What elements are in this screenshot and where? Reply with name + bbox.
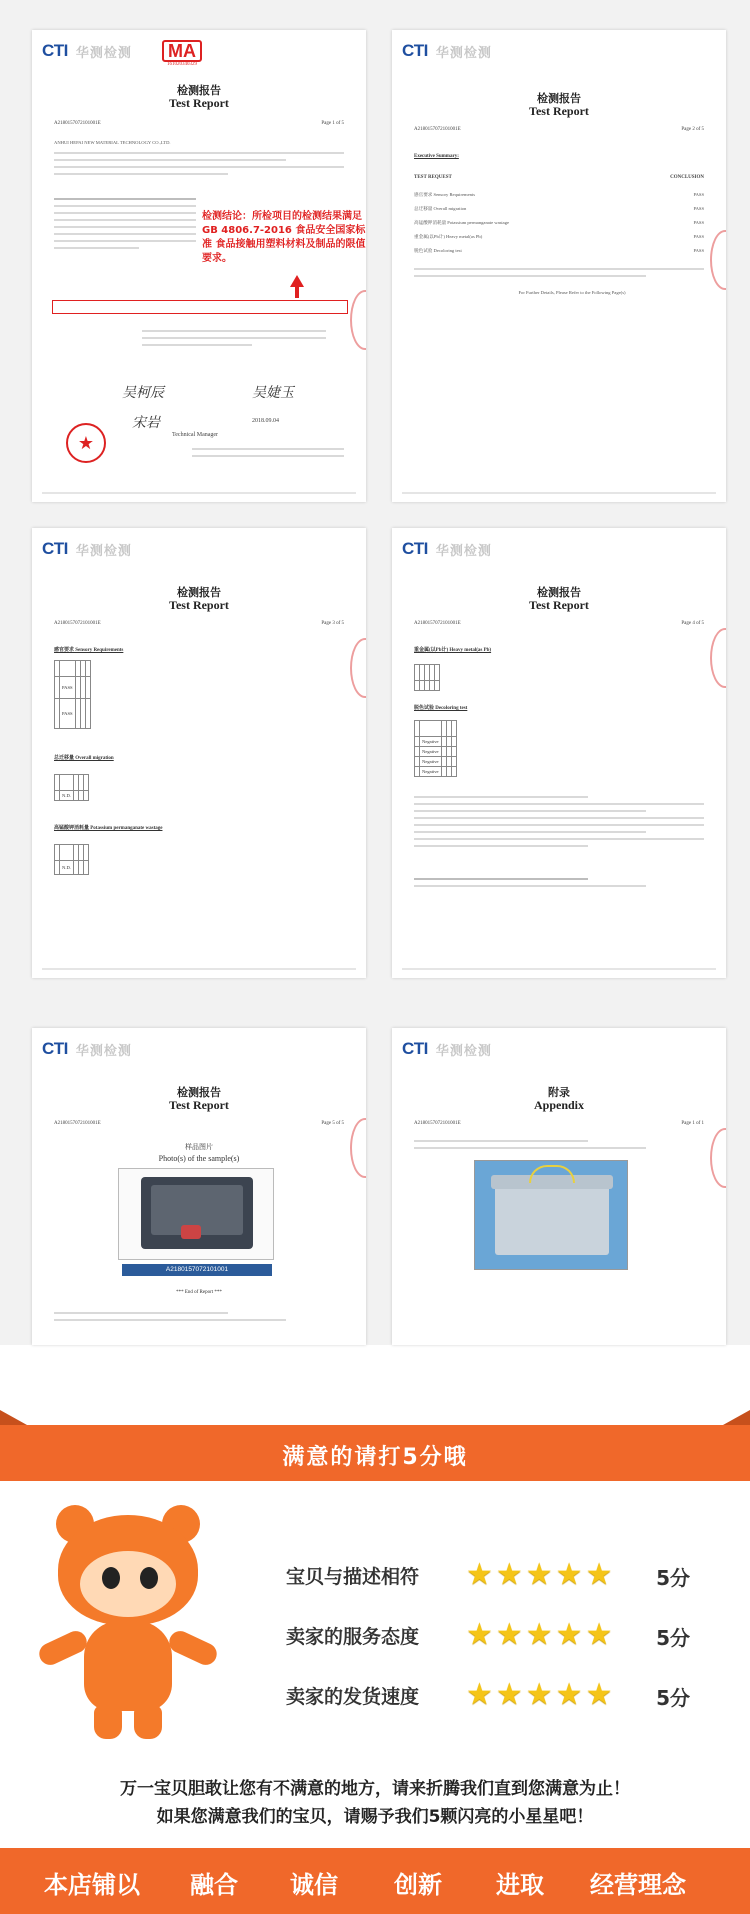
cti-logo-cn: 华测检测 (75, 1043, 132, 1059)
page-number: Page 4 of 5 (681, 621, 704, 626)
result-cell: PASS (60, 699, 76, 729)
summary-item-1: 感官要求 Sensory Requirements (414, 192, 475, 197)
sample-photo (118, 1168, 274, 1260)
report-number: A2180157072101001E (414, 621, 461, 626)
end-of-report: *** End of Report *** (176, 1290, 222, 1295)
page-title-en: Test Report (529, 598, 589, 612)
seam-stamp (350, 1118, 366, 1178)
appendix-title-cn: 附录 (548, 1086, 570, 1099)
seam-stamp (710, 1128, 726, 1188)
star-rating-icon: ★★★★★ (466, 1617, 616, 1652)
section-overall-migration: 总迁移量 Overall migration (54, 756, 114, 761)
conclusion-annotation: 检测结论：所检项目的检测结果满足GB 4806.7-2016 食品安全国家标准 食品接触用塑料材料及制品的限值要求。 (202, 211, 366, 264)
sample-id-label: A2180157072101001 (122, 1264, 272, 1276)
sample-details (54, 198, 196, 254)
potassium-table (54, 844, 89, 875)
appendix-notes (414, 1140, 704, 1154)
cti-logo-cn: 华测检测 (75, 45, 132, 61)
address-lines (192, 448, 344, 462)
report-number: A2180157072101001E (414, 1121, 461, 1126)
cti-logo-cn: 华测检测 (435, 543, 492, 559)
summary-pass-2: PASS (693, 206, 704, 211)
result-cell: Negative (420, 757, 442, 767)
cti-logo-cn: 华测检测 (435, 45, 492, 61)
page-footer (402, 968, 716, 970)
report-page-5 (32, 1028, 366, 1345)
section-decoloring: 脱色试验 Decoloring test (414, 706, 468, 711)
summary-item-4: 重金属(以Pb计) Heavy metal(as Pb) (414, 234, 483, 239)
cti-header (42, 538, 132, 560)
page-title-cn: 检测报告 (177, 84, 221, 97)
conclusion-highlight-box (52, 300, 348, 314)
cti-header (402, 40, 492, 62)
arrow-stem (295, 286, 299, 298)
page-title-cn: 检测报告 (177, 586, 221, 599)
result-cell: PASS (60, 677, 76, 699)
result-cell: N.D. (60, 791, 74, 801)
page-title-en: Test Report (529, 104, 589, 118)
motto-item: 本店铺以 (44, 1871, 140, 1899)
decoloring-table (414, 720, 457, 777)
page-number: Page 1 of 1 (681, 1121, 704, 1126)
rating-score: 5分 (656, 1626, 690, 1650)
summary-pass-4: PASS (693, 234, 704, 239)
test-request-header: TEST REQUEST (414, 175, 452, 180)
page-number: Page 3 of 5 (321, 621, 344, 626)
mascot-image (28, 1505, 228, 1755)
cti-logo: CTI (42, 41, 68, 60)
seam-stamp (350, 290, 366, 350)
lunch-box-image (141, 1177, 253, 1249)
cti-logo-cn: 华测检测 (435, 1043, 492, 1059)
page-footer (42, 492, 356, 494)
page-title-cn: 检测报告 (537, 92, 581, 105)
rating-banner (0, 1425, 750, 1481)
motto-item: 融合 (190, 1871, 238, 1899)
sensory-table (54, 660, 91, 729)
message-line-2: 如果您满意我们的宝贝，请赐予我们5颗闪亮的小星星吧！ (156, 1807, 594, 1827)
foam-box-image (495, 1183, 609, 1255)
rating-label: 卖家的服务态度 (286, 1626, 420, 1648)
motto-item: 诚信 (290, 1871, 338, 1899)
result-cell: Negative (420, 767, 442, 777)
technical-manager: Technical Manager (172, 432, 219, 438)
photo-title-cn: 样品图片 (185, 1143, 213, 1151)
page-footer (42, 968, 356, 970)
cti-logo: CTI (42, 539, 68, 558)
photo-title-en: Photo(s) of the sample(s) (158, 1154, 240, 1163)
report-page-4 (392, 528, 726, 978)
star-rating-icon: ★★★★★ (466, 1557, 616, 1592)
conclusion-details (142, 330, 326, 351)
motto-item: 创新 (394, 1871, 442, 1899)
report-page-1 (32, 30, 366, 502)
star-seal-icon: ★ (66, 423, 106, 463)
page-title-cn: 检测报告 (537, 586, 581, 599)
report-number: A2180157072101001E (54, 1121, 101, 1126)
seam-stamp (350, 638, 366, 698)
sample-description (414, 878, 704, 892)
page-title-en: Test Report (169, 96, 229, 110)
page-title-cn: 检测报告 (177, 1086, 221, 1099)
page-number: Page 2 of 5 (681, 127, 704, 132)
star-rating-icon: ★★★★★ (466, 1677, 616, 1712)
report-page-2 (392, 30, 726, 502)
conclusion-header: CONCLUSION (670, 175, 704, 180)
rating-score: 5分 (656, 1686, 690, 1710)
tester-signature: 吴柯辰 (122, 385, 164, 401)
further-details: For Further Details, Please Refer to the Following Page(s) (518, 290, 626, 295)
cma-number: 161020340329 (167, 62, 197, 67)
section-heavy-metal: 重金属(以Pb计) Heavy metal(as Pb) (414, 648, 492, 653)
report-appendix (392, 1028, 726, 1345)
cti-header (42, 1038, 132, 1060)
rope-handle (529, 1165, 575, 1183)
report-number: A2180157072101001E (414, 127, 461, 132)
motto-item: 进取 (496, 1871, 544, 1899)
result-cell: N.D. (60, 861, 74, 875)
cma-mark (162, 40, 202, 67)
cti-logo: CTI (402, 41, 428, 60)
cti-logo-cn: 华测检测 (75, 543, 132, 559)
page-number: Page 5 of 5 (321, 1121, 344, 1126)
page-title-en: Test Report (169, 1098, 229, 1112)
rating-row-shipping (286, 1678, 706, 1712)
report-number: A2180157072101001E (54, 621, 101, 626)
rating-banner-text: 满意的请打5分哦 (282, 1445, 468, 1470)
summary-item-5: 脱色试验 Decoloring test (414, 248, 462, 253)
rating-row-description (286, 1558, 706, 1592)
heavy-metal-table (414, 664, 440, 691)
appendix-title-en: Appendix (533, 1098, 585, 1112)
applicant-details (54, 152, 344, 180)
seam-stamp (710, 230, 726, 290)
cma-logo: MA (162, 40, 202, 62)
summary-item-3: 高锰酸钾消耗量 Potassium permanganate wastage (414, 220, 510, 225)
cti-header (402, 1038, 492, 1060)
summary-pass-1: PASS (693, 192, 704, 197)
seam-stamp (710, 628, 726, 688)
message-line-1: 万一宝贝胆敢让您有不满意的地方，请来折腾我们直到您满意为止！ (120, 1779, 630, 1799)
page-title-en: Test Report (169, 598, 229, 612)
summary-item-2: 总迁移量 Overall migration (414, 206, 467, 211)
statements (54, 1312, 344, 1326)
page-number: Page 1 of 5 (321, 121, 344, 126)
reviewer-signature: 吴婕玉 (252, 385, 294, 401)
executive-summary-title: Executive Summary: (414, 154, 459, 159)
approver-signature: 宋岩 (132, 415, 160, 431)
summary-pass-3: PASS (693, 220, 704, 225)
summary-notes (414, 268, 704, 282)
rating-label: 卖家的发货速度 (286, 1686, 420, 1708)
cti-logo: CTI (402, 539, 428, 558)
overall-migration-table (54, 774, 89, 801)
report-page-3 (32, 528, 366, 978)
rating-row-service (286, 1618, 706, 1652)
rating-label: 宝贝与描述相符 (286, 1566, 420, 1588)
section-potassium: 高锰酸钾消耗量 Potassium permanganate wastage (54, 826, 163, 831)
report-number: A2180157072101001E (54, 121, 101, 126)
cti-header (42, 40, 132, 62)
result-cell: Negative (420, 747, 442, 757)
cti-logo: CTI (42, 1039, 68, 1058)
table-notes (414, 796, 704, 852)
report-date: 2018.09.04 (252, 418, 279, 424)
motto-bar (0, 1848, 750, 1914)
summary-pass-5: PASS (693, 248, 704, 253)
result-cell: Negative (420, 737, 442, 747)
cti-header (402, 538, 492, 560)
applicant: ANHUI HEPAI NEW MATERIAL TECHNOLOGY CO.,LTD. (54, 140, 171, 145)
rating-score: 5分 (656, 1566, 690, 1590)
page-footer (402, 492, 716, 494)
cti-logo: CTI (402, 1039, 428, 1058)
appendix-photo (474, 1160, 628, 1270)
motto-item: 经营理念 (590, 1871, 686, 1899)
section-sensory: 感官要求 Sensory Requirements (54, 648, 124, 653)
